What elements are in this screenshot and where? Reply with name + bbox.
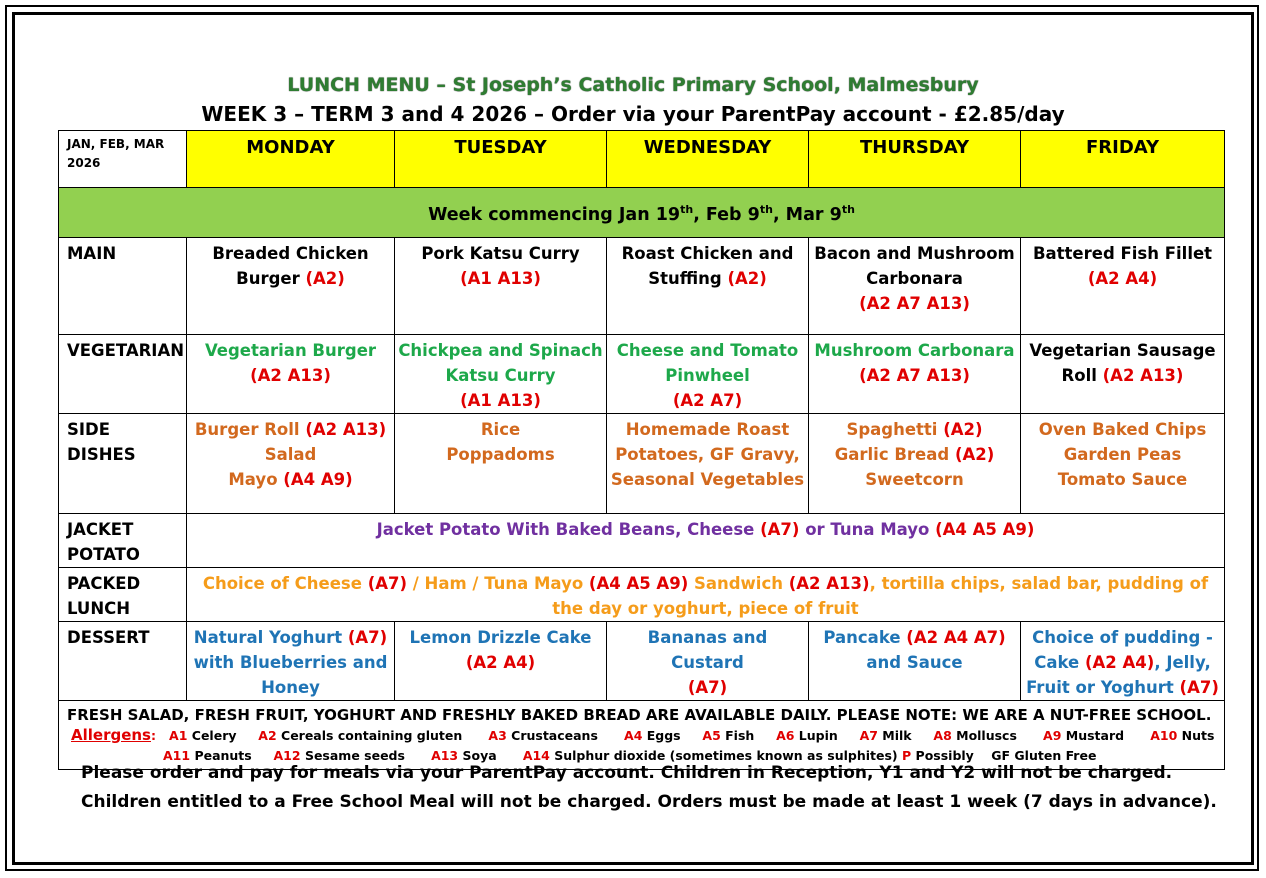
side-thursday: Spaghetti (A2) Garlic Bread (A2) Sweetcorn (809, 414, 1021, 514)
main-monday: Breaded Chicken Burger (A2) (187, 238, 395, 335)
allergen-legend-line-1: Allergens: A1 Celery A2 Cereals containing gluten A3 Crustaceans A4 Eggs A5 Fish A6 Lupin A7 Milk A8 Molluscs A9 Mustard A10 Nuts (71, 726, 1215, 744)
header-row (59, 131, 1225, 188)
day-header-wednesday: WEDNESDAY (607, 131, 809, 188)
side-wednesday: Homemade Roast Potatoes, GF Gravy, Seasonal Vegetables (607, 414, 809, 514)
info-cell (59, 701, 1225, 770)
vegetarian-monday: Vegetarian Burger (A2 A13) (187, 335, 395, 414)
vegetarian-friday: Vegetarian Sausage Roll (A2 A13) (1021, 335, 1225, 414)
row-label-dessert: DESSERT (59, 622, 187, 701)
free-meal-note: Children entitled to a Free School Meal will not be charged. Orders must be made at least 1 week (7 days in advance). (81, 792, 1217, 812)
row-label-main: MAIN (59, 238, 187, 335)
week-row (59, 188, 1225, 238)
dessert-row (59, 622, 1225, 701)
side-monday: Burger Roll (A2 A13) Salad Mayo (A4 A9) (187, 414, 395, 514)
ordering-note: Please order and pay for meals via your ParentPay account. Children in Reception, Y1 and Y2 will not be charged. (81, 763, 1173, 783)
dessert-thursday: Pancake (A2 A4 A7) and Sauce (809, 622, 1021, 701)
vegetarian-tuesday: Chickpea and Spinach Katsu Curry (A1 A13) (395, 335, 607, 414)
row-label-side-dishes: SIDE DISHES (59, 414, 187, 514)
vegetarian-wednesday: Cheese and Tomato Pinwheel (A2 A7) (607, 335, 809, 414)
jacket-potato-all-week: Jacket Potato With Baked Beans, Cheese (A7) or Tuna Mayo (A4 A5 A9) (187, 514, 1225, 568)
week-commencing-banner: Week commencing Jan 19th, Feb 9th, Mar 9th (59, 188, 1225, 238)
day-header-thursday: THURSDAY (809, 131, 1021, 188)
jacket-potato-row (59, 514, 1225, 568)
dessert-tuesday: Lemon Drizzle Cake (A2 A4) (395, 622, 607, 701)
packed-lunch-all-week: Choice of Cheese (A7) / Ham / Tuna Mayo (A4 A5 A9) Sandwich (A2 A13), tortilla chips, salad bar, pudding of the day or yoghurt, piece of fruit (187, 568, 1225, 622)
packed-lunch-row (59, 568, 1225, 622)
day-header-monday: MONDAY (187, 131, 395, 188)
menu-title: LUNCH MENU – St Joseph’s Catholic Primary School, Malmesbury (287, 74, 979, 96)
main-tuesday: Pork Katsu Curry (A1 A13) (395, 238, 607, 335)
info-row (59, 701, 1225, 770)
allergens-heading: Allergens (71, 726, 151, 744)
term-label: JAN, FEB, MAR 2026 (59, 131, 187, 188)
row-label-jacket-potato: JACKET POTATO (59, 514, 187, 568)
dessert-wednesday: Bananas and Custard (A7) (607, 622, 809, 701)
vegetarian-thursday: Mushroom Carbonara (A2 A7 A13) (809, 335, 1021, 414)
vegetarian-row (59, 335, 1225, 414)
row-label-vegetarian: VEGETARIAN (59, 335, 187, 414)
row-label-packed-lunch: PACKED LUNCH (59, 568, 187, 622)
side-dishes-row (59, 414, 1225, 514)
dessert-friday: Choice of pudding - Cake (A2 A4), Jelly, Fruit or Yoghurt (A7) (1021, 622, 1225, 701)
main-row (59, 238, 1225, 335)
side-friday: Oven Baked Chips Garden Peas Tomato Sauce (1021, 414, 1225, 514)
main-friday: Battered Fish Fillet (A2 A4) (1021, 238, 1225, 335)
main-wednesday: Roast Chicken and Stuffing (A2) (607, 238, 809, 335)
availability-note: FRESH SALAD, FRESH FRUIT, YOGHURT AND FRESHLY BAKED BREAD ARE AVAILABLE DAILY. PLEASE NOTE: WE ARE A NUT-FREE SCHOOL. (67, 706, 1212, 724)
dessert-monday: Natural Yoghurt (A7) with Blueberries and Honey (187, 622, 395, 701)
main-thursday: Bacon and Mushroom Carbonara (A2 A7 A13) (809, 238, 1021, 335)
day-header-tuesday: TUESDAY (395, 131, 607, 188)
allergen-legend-line-2: A11 Peanuts A12 Sesame seeds A13 Soya A14 Sulphur dioxide (sometimes known as sulphites) P Possibly GF Gluten Free (163, 748, 1097, 763)
day-header-friday: FRIDAY (1021, 131, 1225, 188)
menu-subtitle: WEEK 3 – TERM 3 and 4 2026 – Order via your ParentPay account - £2.85/day (201, 102, 1065, 126)
lunch-menu-table (58, 130, 1225, 770)
side-tuesday: Rice Poppadoms (395, 414, 607, 514)
